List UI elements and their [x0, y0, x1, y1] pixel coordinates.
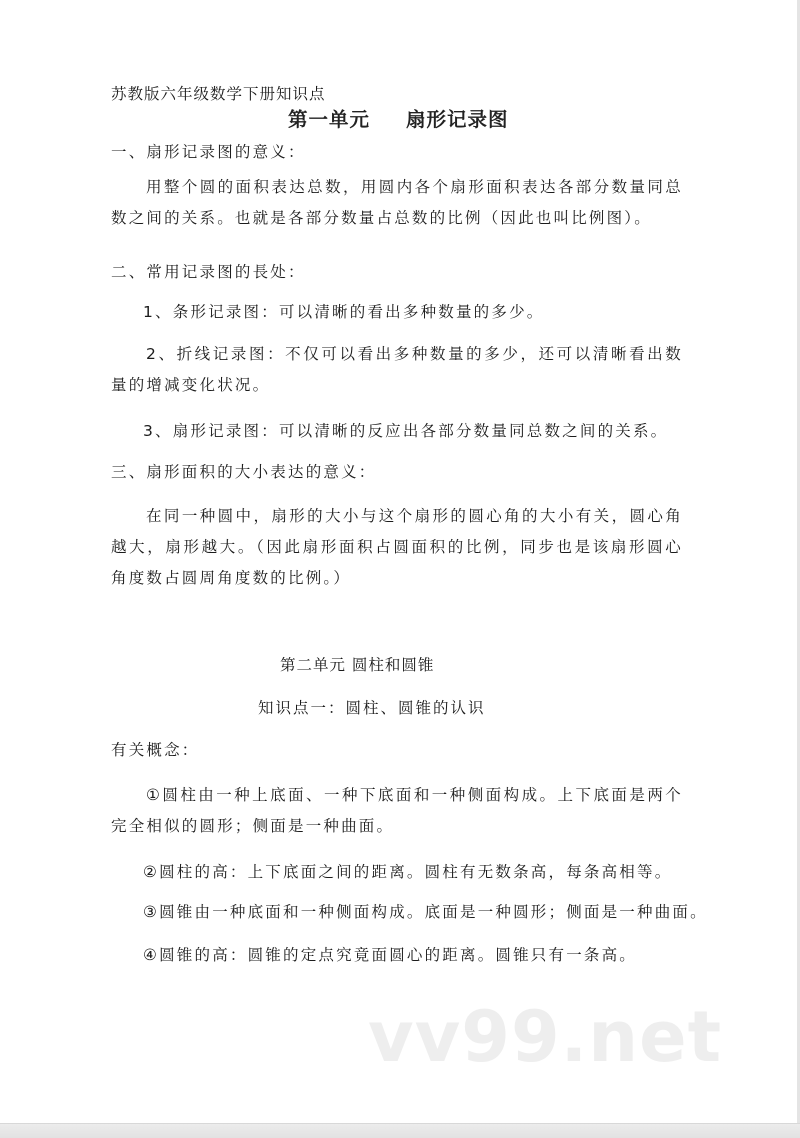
section3-paragraph: 在同一种圆中，扇形的大小与这个扇形的圆心角的大小有关，圆心角越大，扇形越大。（因此扇形面积占圆面积的比例，同步也是该扇形圆心角度数占圆周角度数的比例。） [111, 507, 683, 587]
section1-paragraph: 用整个圆的面积表达总数，用圆内各个扇形面积表达各部分数量同总数之间的关系。也就是各部分数量占总数的比例（因此也叫比例图）。 [111, 178, 683, 227]
concept-item-3: ③圆锥由一种底面和一种侧面构成。底面是一种圆形；侧面是一种曲面。 [143, 903, 708, 921]
section2-item-2: 2、折线记录图：不仅可以看出多种数量的多少，还可以清晰看出数量的增减变化状况。 [111, 345, 683, 394]
page-bottom-edge [0, 1123, 800, 1138]
section1-heading: 一、扇形记录图的意义： [111, 143, 306, 161]
unit1-topic: 扇形记录图 [406, 108, 509, 131]
unit1-label: 第一单元 [288, 108, 371, 131]
concept-item-1: ①圆柱由一种上底面、一种下底面和一种侧面构成。上下底面是两个完全相似的圆形；侧面是一种曲面。 [111, 786, 683, 835]
unit1-heading [288, 104, 509, 136]
concept-item-4: ④圆锥的高：圆锥的定点究竟面圆心的距离。圆锥只有一条高。 [143, 946, 637, 964]
watermark-text: vv99.net [368, 996, 723, 1078]
section3-heading: 三、扇形面积的大小表达的意义： [111, 463, 377, 481]
concept-item-2: ②圆柱的高：上下底面之间的距离。圆柱有无数条高，每条高相等。 [143, 863, 673, 881]
unit2-heading: 第二单元 圆柱和圆锥 [280, 656, 435, 674]
section2-heading: 二、常用记录图的長处： [111, 263, 306, 281]
concepts-heading: 有关概念： [111, 741, 200, 759]
knowledge-point-heading: 知识点一：圆柱、圆锥的认识 [258, 699, 486, 717]
section2-item-1: 1、条形记录图：可以清晰的看出多种数量的多少。 [143, 303, 545, 321]
document-title: 苏教版六年级数学下册知识点 [111, 85, 326, 103]
section2-item-3: 3、扇形记录图：可以清晰的反应出各部分数量同总数之间的关系。 [143, 422, 669, 440]
